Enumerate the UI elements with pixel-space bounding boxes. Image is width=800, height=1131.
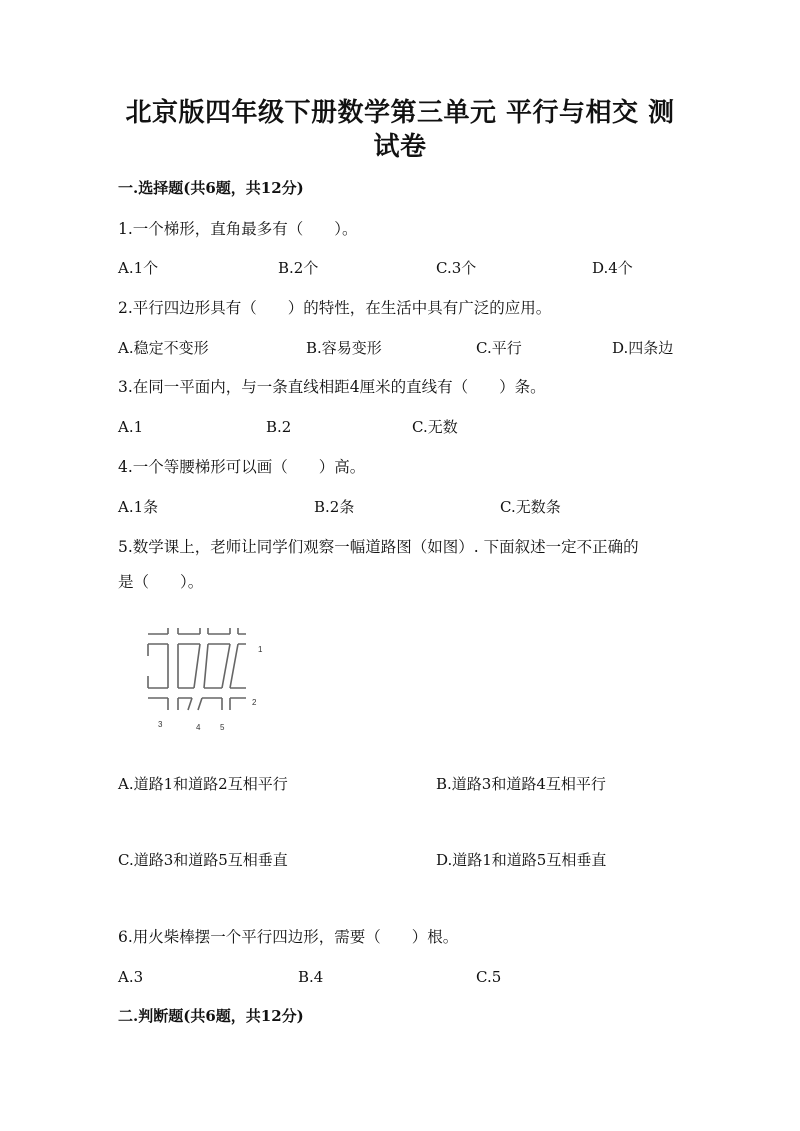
- section-heading-judgement: 二.判断题(共6题，共12分): [118, 1007, 304, 1025]
- road-diagram: [138, 628, 273, 738]
- question-5-option-d: D.道路1和道路5互相垂直: [436, 851, 607, 869]
- question-5-option-a: A.道路1和道路2互相平行: [118, 775, 288, 793]
- question-5-option-c: C.道路3和道路5互相垂直: [118, 851, 288, 869]
- question-4-option-b: B.2条: [314, 498, 355, 516]
- question-1-option-d: D.4个: [592, 259, 633, 277]
- question-4-option-a: A.1条: [118, 498, 159, 516]
- question-6-option-a: A.3: [118, 968, 144, 986]
- question-5-line-1: 5.数学课上，老师让同学们观察一幅道路图（如图）. 下面叙述一定不正确的: [118, 538, 639, 556]
- question-1: 1.一个梯形，直角最多有（ ）。: [118, 220, 358, 238]
- road-5-left-edge: [222, 628, 230, 710]
- section-heading-choice: 一.选择题(共6题，共12分): [118, 179, 304, 197]
- road-lines: [148, 628, 246, 710]
- question-1-option-c: C.3个: [436, 259, 477, 277]
- question-3-option-a: A.1: [118, 418, 144, 436]
- question-3-option-b: B.2: [266, 418, 292, 436]
- road-label-4: 4: [196, 723, 201, 732]
- road-label-5: 5: [220, 723, 225, 732]
- question-2-option-c: C.平行: [476, 339, 522, 357]
- road-label-1: 1: [258, 645, 263, 654]
- question-6: 6.用火柴棒摆一个平行四边形，需要（ ）根。: [118, 928, 459, 946]
- question-5-line-2: 是（ ）。: [118, 573, 204, 591]
- question-3-option-c: C.无数: [412, 418, 458, 436]
- road-label-3: 3: [158, 720, 163, 729]
- question-6-option-c: C.5: [476, 968, 502, 986]
- question-6-option-b: B.4: [298, 968, 324, 986]
- question-3: 3.在同一平面内，与一条直线相距4厘米的直线有（ ）条。: [118, 378, 546, 396]
- question-2: 2.平行四边形具有（ ）的特性，在生活中具有广泛的应用。: [118, 299, 552, 317]
- question-2-option-a: A.稳定不变形: [118, 339, 209, 357]
- page-title: 北京版四年级下册数学第三单元 平行与相交 测试卷: [125, 98, 675, 162]
- question-4: 4.一个等腰梯形可以画（ ）高。: [118, 458, 366, 476]
- question-1-option-a: A.1个: [118, 259, 159, 277]
- question-2-option-d: D.四条边: [612, 339, 674, 357]
- question-1-option-b: B.2个: [278, 259, 319, 277]
- question-2-option-b: B.容易变形: [306, 339, 382, 357]
- road-label-2: 2: [252, 698, 257, 707]
- question-4-option-c: C.无数条: [500, 498, 561, 516]
- road-diagram-svg: [138, 628, 273, 738]
- question-5-option-b: B.道路3和道路4互相平行: [436, 775, 606, 793]
